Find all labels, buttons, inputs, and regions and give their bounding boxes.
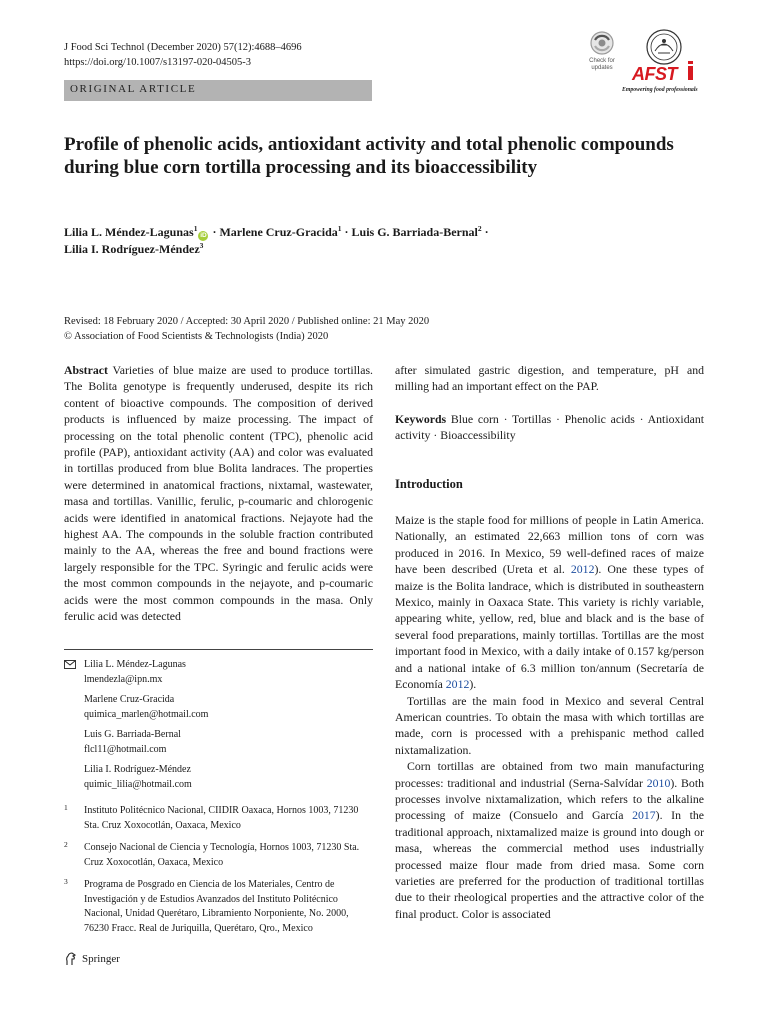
abstract-continuation: after simulated gastric digestion, and temperature, pH and milling had an important effect on the PAP. bbox=[395, 363, 704, 394]
contact-email[interactable]: flcl11@hotmail.com bbox=[84, 743, 167, 755]
affiliation-text: Consejo Nacional de Ciencia y Tecnología, Hornos 1003, 71230 Sta. Cruz Xoxocotlán, Oaxaca, Mexico bbox=[84, 842, 360, 868]
citation-link[interactable]: 2012 bbox=[570, 562, 595, 577]
keyword: Bioaccessibility bbox=[440, 428, 516, 443]
author-name[interactable]: Luis G. Barriada-Bernal bbox=[351, 225, 478, 239]
check-for-updates-icon bbox=[582, 29, 622, 71]
contact-email[interactable]: quimica_marlen@hotmail.com bbox=[84, 708, 209, 720]
section-label: ORIGINAL ARTICLE bbox=[70, 83, 197, 95]
affiliation-number: 3 bbox=[64, 877, 68, 886]
contact-name: Lilia I. Rodríguez-Méndez bbox=[84, 764, 191, 775]
contact-entry bbox=[64, 763, 373, 792]
citation-link[interactable]: 2012 bbox=[445, 677, 470, 692]
affiliation-entry bbox=[64, 878, 373, 936]
affiliation-text: Programa de Posgrado en Ciencia de los Materiales, Centro de Investigación y de Estudios Avanzados del Instituto Politécnico Nacional, Unidad Querétaro, Libramiento Norponiente, No. 2000, 76230 Fracc. Real de Juriquilla, Querétaro, Qro., Mexico bbox=[84, 879, 349, 934]
right-column bbox=[395, 362, 704, 922]
contact-name: Marlene Cruz-Gracida bbox=[84, 694, 175, 705]
introduction-paragraph-1: Maize is the staple food for millions of people in Latin America. Nationally, an estimated 22,663 million tons of corn was produced in 2016. In Mexico, 59 well-defined races of maize have been described (Ureta et al. 2012). One these types of maize is the Bolita landrace, which is distributed in southeastern Mexico, mainly in Oaxaca State. This variety is richly variable, appearing white, yellow, red, blue and black and is the base of several food preparations, mainly tortillas. Tortillas are the most important food in Mexico, with a daily intake of 0.157 kg/person and a national intake of 6.3 million ton/annum (Secretaría de Economía 2012). bbox=[395, 513, 704, 692]
affiliation-number: 2 bbox=[64, 840, 68, 849]
publisher-name: Springer bbox=[82, 953, 120, 965]
author-affiliation-sup: 1 bbox=[337, 224, 342, 233]
author-list: Lilia L. Méndez-Lagunas$^1$iD · Marlene Cruz-Gracida$^1$ · Luis G. Barriada-Bernal$^2$ · Lilia I. Rodríguez-Méndez$^3$ bbox=[64, 224, 489, 256]
svg-text:Check for: Check for bbox=[589, 58, 615, 64]
keyword: Blue corn bbox=[450, 411, 499, 426]
abstract bbox=[64, 362, 373, 625]
contact-name: Luis G. Barriada-Bernal bbox=[84, 729, 181, 740]
contact-name: Lilia L. Méndez-Lagunas bbox=[84, 659, 186, 670]
check-for-updates-badge[interactable] bbox=[582, 29, 622, 71]
publication-dates bbox=[64, 314, 429, 344]
contact-entry bbox=[64, 658, 373, 687]
section-bar bbox=[64, 80, 372, 101]
affiliation-number: 1 bbox=[64, 803, 68, 812]
contact-entry bbox=[64, 693, 373, 722]
publication-history: Revised: 18 February 2020 / Accepted: 30 April 2020 / Published online: 21 May 2020 bbox=[64, 316, 430, 327]
affiliation-text: Instituto Politécnico Nacional, CIIDIR Oaxaca, Hornos 1003, 71230 Sta. Cruz Xoxocotlán, Oaxaca, Mexico bbox=[84, 805, 359, 831]
contact-entry bbox=[64, 728, 373, 757]
publisher-footer bbox=[64, 952, 120, 966]
springer-horse-icon bbox=[64, 952, 78, 966]
keywords-label: Keywords bbox=[395, 411, 447, 426]
author-affiliation-sup: 2 bbox=[477, 224, 482, 233]
citation-link[interactable]: 2017 bbox=[632, 808, 656, 823]
afsti-logo bbox=[622, 27, 708, 95]
envelope-icon bbox=[64, 660, 76, 669]
keyword: Phenolic acids bbox=[564, 411, 635, 426]
journal-citation: J Food Sci Technol (December 2020) 57(12):4688–4696 bbox=[64, 42, 302, 53]
keywords: Keywords Blue corn · Tortillas · Phenolic acids · Antioxidant activity · Bioaccessibility bbox=[395, 411, 704, 443]
affiliation-entry bbox=[64, 841, 373, 870]
introduction-heading: Introduction bbox=[395, 476, 463, 491]
orcid-icon[interactable]: iD bbox=[200, 232, 207, 239]
copyright-notice: © Association of Food Scientists & Technologists (India) 2020 bbox=[64, 331, 329, 342]
svg-text:updates: updates bbox=[591, 65, 613, 71]
author-name[interactable]: Lilia L. Méndez-Lagunas bbox=[64, 225, 194, 239]
article-title: Profile of phenolic acids, antioxidant activity and total phenolic compounds during blue corn tortilla processing and its bioaccessibility bbox=[64, 134, 674, 178]
author-affiliation-sup: 1 bbox=[193, 224, 198, 233]
doi-link[interactable]: https://doi.org/10.1007/s13197-020-04505-3 bbox=[64, 57, 252, 68]
introduction-paragraph-2: Tortillas are the main food in Mexico and several Central American countries. To obtain the masa with which tortillas are made, corn is processed with a prehispanic method called nixtamalization. bbox=[395, 693, 704, 757]
introduction-paragraph-3: Corn tortillas are obtained from two main manufacturing processes: traditional and industrial (Serna-Salvídar 2010). Both processes involve nixtamalization, which refers to the alkaline processing of maize (Consuelo and García 2017). In the traditional approach, nixtamalized maize is ground into dough or masa, whereas the commercial method uses industrially processed maize flour made from dried masa. Some corn varieties are preferred for the production of traditional tortillas due to their rheological properties and the attractive color of the final product. Color is associated bbox=[395, 759, 704, 921]
author-name[interactable]: Marlene Cruz-Gracida bbox=[219, 225, 338, 239]
author-affiliation-sup: 3 bbox=[199, 241, 204, 250]
afsti-seal-icon bbox=[622, 27, 708, 95]
contact-email[interactable]: lmendezla@ipn.mx bbox=[84, 673, 163, 685]
keyword: Antioxidant activity bbox=[395, 411, 704, 443]
abstract-text: Varieties of blue maize are used to produce tortillas. The Bolita genotype is frequently underused, despite its rich content of bioactive compounds. The composition of derived products is influenced by maize processing. The impact of processing on the total phenolic content (TPC), phenolic acid profile (PAP), antioxidant activity (AA) and color was evaluated in tortillas produced from blue Bolita landraces. The properties were determined in anatomical fractions, nixtamal, wastewater, masa and tortillas. Vanillic, ferulic, p-coumaric and chlorogenic acids were identified in anatomical fractions. Nejayote had the highest AA. The compounds in the soluble fraction contributed mainly to the AA, whereas the free and bound fractions were largely responsible for the TPC. Syringic and ferulic acids were the most common compounds in the nejayote, and p-coumaric acids were the most common compounds in the masa. Only ferulic acid was detected bbox=[64, 363, 373, 624]
journal-header bbox=[64, 40, 302, 70]
author-name[interactable]: Lilia I. Rodríguez-Méndez bbox=[64, 242, 200, 256]
svg-text:AFST: AFST bbox=[632, 64, 677, 84]
author-footnotes bbox=[64, 649, 373, 936]
keyword: Tortillas bbox=[512, 411, 552, 426]
abstract-label: Abstract bbox=[64, 363, 108, 377]
svg-text:Empowering food professionals: Empowering food professionals bbox=[622, 87, 698, 93]
citation-link[interactable]: 2010 bbox=[646, 775, 671, 790]
affiliation-entry bbox=[64, 804, 373, 833]
contact-email[interactable]: quimic_lilia@hotmail.com bbox=[84, 778, 192, 790]
